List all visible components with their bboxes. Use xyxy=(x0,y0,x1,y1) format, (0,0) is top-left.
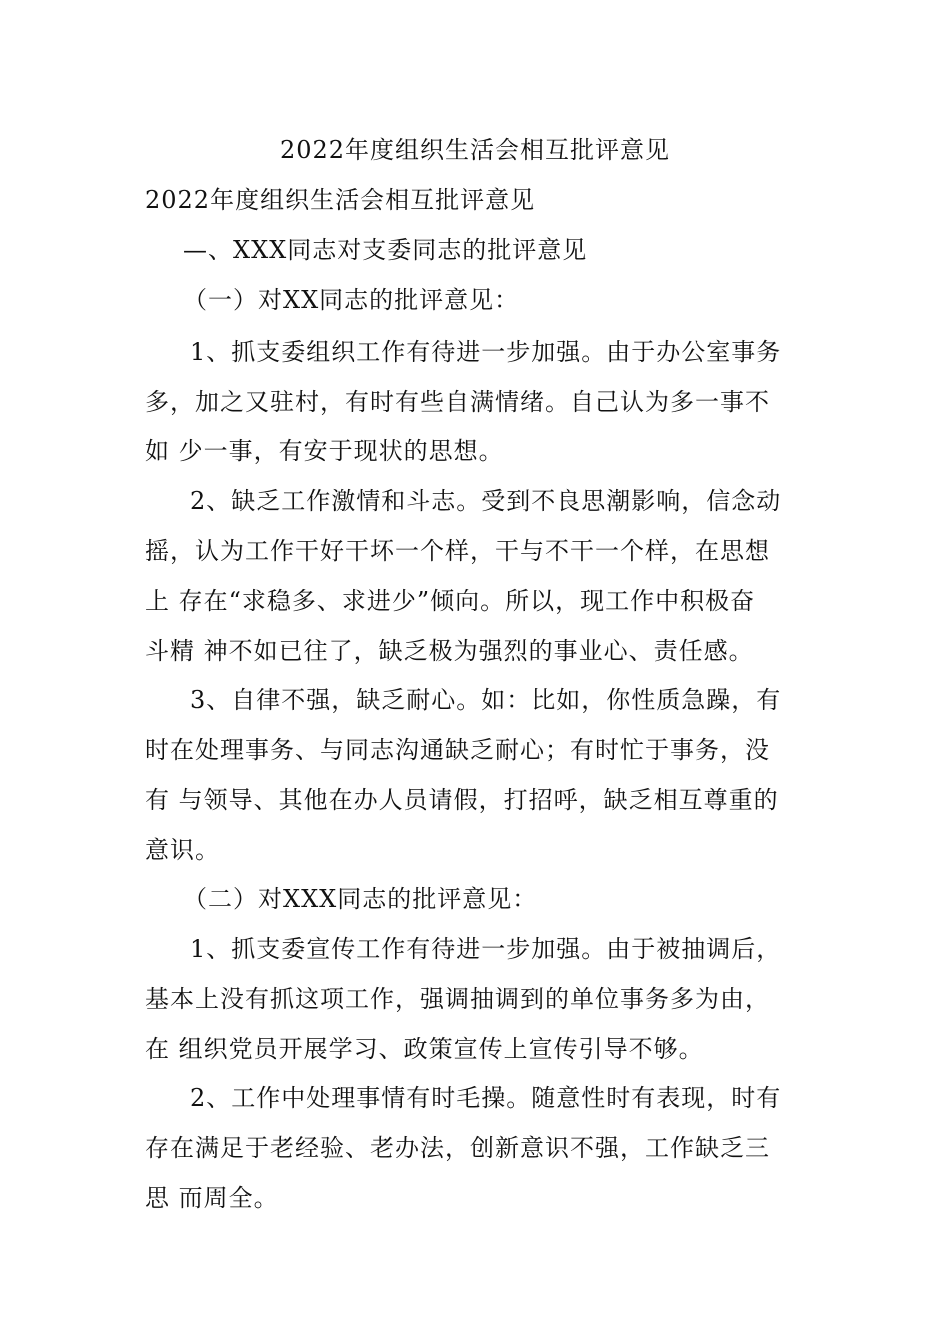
paragraph-line: 时在处理事务、与同志沟通缺乏耐心；有时忙于事务，没 xyxy=(145,736,770,764)
paragraph-line: 基本上没有抓这项工作，强调抽调到的单位事务多为由， xyxy=(145,985,770,1013)
subsection-one-heading: （一）对XX同志的批评意见： xyxy=(183,286,520,314)
document-subtitle: 2022年度组织生活会相互批评意见 xyxy=(145,186,536,214)
subsection-two-heading: （二）对XXX同志的批评意见： xyxy=(183,885,538,913)
document-title: 2022年度组织生活会相互批评意见 xyxy=(279,136,671,164)
paragraph-line: 存在满足于老经验、老办法，创新意识不强，工作缺乏三 xyxy=(145,1134,770,1162)
section-one-heading: —、XXX同志对支委同志的批评意见 xyxy=(183,236,588,264)
paragraph-line: 1、抓支委组织工作有待进一步加强。由于办公室事务 xyxy=(190,338,782,366)
paragraph-line: 斗精 神不如已往了，缺乏极为强烈的事业心、责任感。 xyxy=(145,637,754,665)
paragraph-line: 思 而周全。 xyxy=(145,1184,279,1212)
paragraph-line: 意识。 xyxy=(145,836,220,864)
paragraph-line: 如 少一事，有安于现状的思想。 xyxy=(145,437,504,465)
paragraph-line: 在 组织党员开展学习、政策宣传上宣传引导不够。 xyxy=(145,1035,704,1063)
paragraph-line: 上 存在“求稳多、求进少”倾向。所以，现工作中积极奋 xyxy=(145,587,756,615)
paragraph-line: 1、抓支委宣传工作有待进一步加强。由于被抽调后， xyxy=(190,935,782,963)
paragraph-line: 3、自律不强，缺乏耐心。如：比如，你性质急躁，有 xyxy=(190,686,782,714)
paragraph-line: 多，加之又驻村，有时有些自满情绪。自己认为多一事不 xyxy=(145,388,770,416)
paragraph-line: 摇，认为工作干好干坏一个样，干与不干一个样，在思想 xyxy=(145,537,770,565)
paragraph-line: 2、工作中处理事情有时毛操。随意性时有表现，时有 xyxy=(190,1084,782,1112)
paragraph-line: 有 与领导、其他在办人员请假，打招呼，缺乏相互尊重的 xyxy=(145,786,779,814)
paragraph-line: 2、缺乏工作激情和斗志。受到不良思潮影响，信念动 xyxy=(190,487,782,515)
